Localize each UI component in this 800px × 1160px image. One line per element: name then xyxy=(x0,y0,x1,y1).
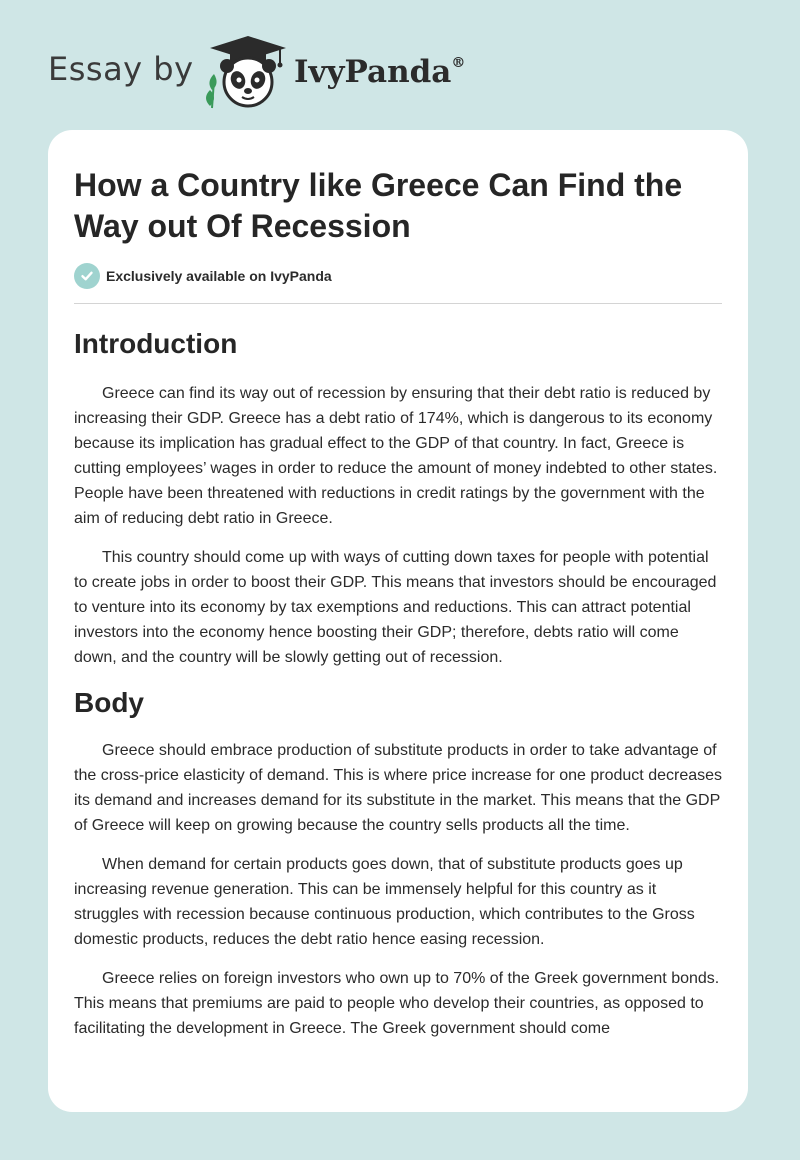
essay-by-label: Essay by xyxy=(48,50,194,88)
registered-mark: ® xyxy=(451,54,466,71)
brand-name[interactable] xyxy=(294,54,465,90)
essay-content xyxy=(74,322,722,1041)
exclusive-badge-text: Exclusively available on IvyPanda xyxy=(106,268,332,284)
brand-name-text: IvyPanda xyxy=(294,54,452,90)
paragraph: When demand for certain products goes down, that of substitute products goes up increasing revenue generation. This can be immensely helpful for this country as it struggles with recession because continuous production, which contributes to the Gross domestic products, reduces the debt ratio hence easing recession. xyxy=(74,856,695,948)
essay-title: How a Country like Greece Can Find the Way out Of Recession xyxy=(74,167,683,244)
paragraph: Greece should embrace production of substitute products in order to take advantage of the cross-price elasticity of demand. This is where price increase for one product decreases its demand and increases demand for its substitute in the market. This means that the GDP of Greece will keep on growing because the country sells products all the time. xyxy=(74,742,723,834)
section-heading-introduction: Introduction xyxy=(74,328,238,359)
ivypanda-logo-icon[interactable] xyxy=(200,34,296,110)
title-divider xyxy=(74,303,722,304)
site-header xyxy=(0,0,800,120)
section-heading-body: Body xyxy=(74,687,144,718)
paragraph: Greece relies on foreign investors who own up to 70% of the Greek government bonds. This means that premiums are paid to people who develop their countries, as opposed to facilitating the development in Greece. The Greek government should come xyxy=(74,970,720,1037)
check-icon xyxy=(74,263,100,289)
paragraph: This country should come up with ways of cutting down taxes for people with potential to create jobs in order to boost their GDP. This means that investors should be encouraged to venture into its economy by tax exemptions and reductions. This can attract potential investors into the economy hence boosting their GDP; therefore, debts ratio will come down, and the country will be slowly getting out of recession. xyxy=(74,549,717,666)
essay-card xyxy=(48,130,748,1112)
exclusive-badge xyxy=(74,263,332,289)
paragraph: Greece can find its way out of recession by ensuring that their debt ratio is reduced by increasing their GDP. Greece has a debt ratio of 174%, which is dangerous to its economy because its implication has gradual effect to the GDP of that country. In fact, Greece is cutting employees’ wages in order to reduce the amount of money indebted to other states. People have been threatened with reductions in credit ratings by the government with the aim of reducing debt ratio in Greece. xyxy=(74,385,718,527)
